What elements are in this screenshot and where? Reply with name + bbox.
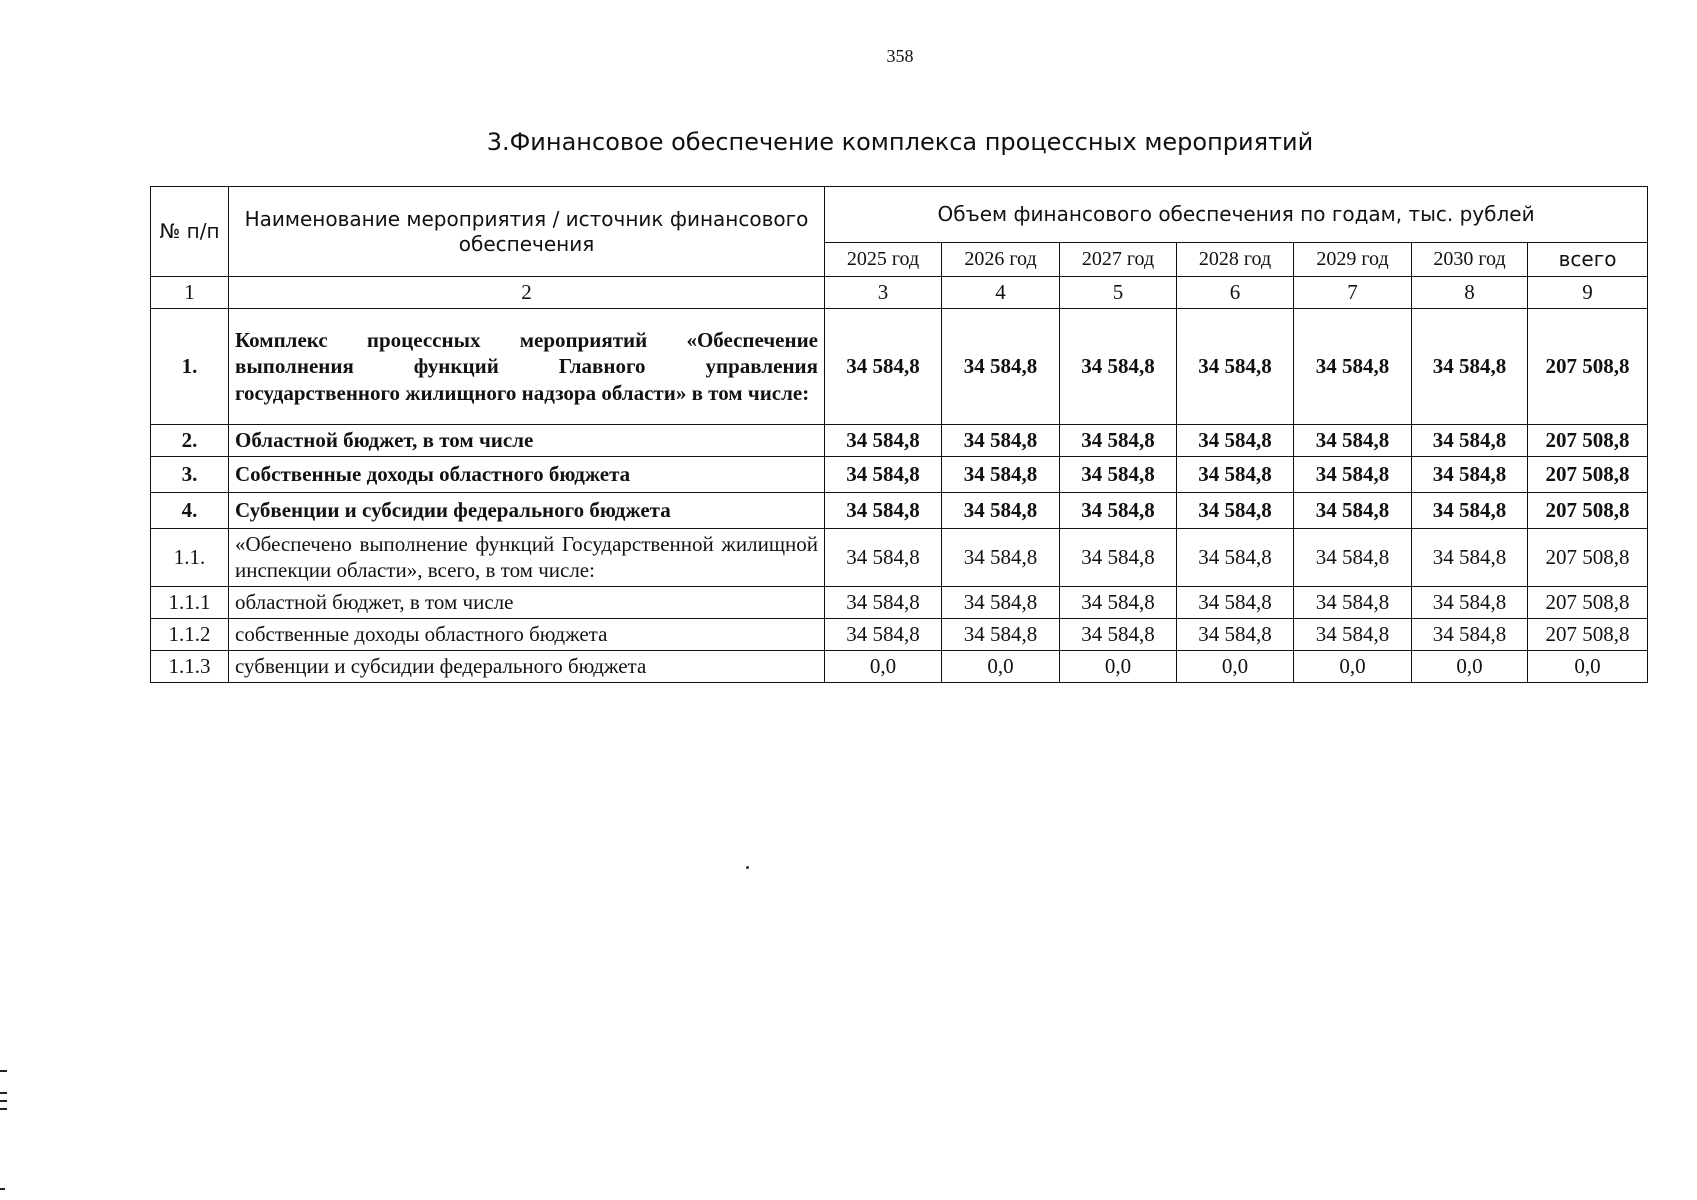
row-name: субвенции и субсидии федерального бюджета xyxy=(229,650,825,682)
row-name: собственные доходы областного бюджета xyxy=(229,618,825,650)
row-value: 34 584,8 xyxy=(1412,586,1528,618)
header-year: 2026 год xyxy=(942,243,1060,277)
row-value: 34 584,8 xyxy=(825,586,942,618)
row-value: 34 584,8 xyxy=(825,618,942,650)
row-name: Комплекс процессных мероприятий «Обеспечение выполнения функций Главного управления государственного жилищного надзора области» в том числе: xyxy=(229,309,825,425)
row-value: 34 584,8 xyxy=(1294,618,1412,650)
column-number: 6 xyxy=(1177,277,1294,309)
row-number: 3. xyxy=(151,457,229,493)
header-name-col: Наименование мероприятия / источник финансового обеспечения xyxy=(229,187,825,277)
row-value: 34 584,8 xyxy=(825,493,942,529)
header-year: 2029 год xyxy=(1294,243,1412,277)
row-value: 34 584,8 xyxy=(1177,618,1294,650)
column-number: 2 xyxy=(229,277,825,309)
row-value: 0,0 xyxy=(1412,650,1528,682)
row-value: 34 584,8 xyxy=(942,493,1060,529)
row-number: 1.1.2 xyxy=(151,618,229,650)
row-value: 34 584,8 xyxy=(942,618,1060,650)
row-total: 207 508,8 xyxy=(1528,618,1648,650)
column-number: 8 xyxy=(1412,277,1528,309)
column-number: 5 xyxy=(1060,277,1177,309)
row-value: 34 584,8 xyxy=(825,425,942,457)
table-row xyxy=(151,493,1648,529)
row-total: 207 508,8 xyxy=(1528,529,1648,587)
row-value: 34 584,8 xyxy=(825,529,942,587)
row-value: 34 584,8 xyxy=(1177,493,1294,529)
row-number: 1.1.1 xyxy=(151,586,229,618)
row-total: 207 508,8 xyxy=(1528,425,1648,457)
row-value: 34 584,8 xyxy=(1412,457,1528,493)
table-row xyxy=(151,586,1648,618)
row-number: 1.1. xyxy=(151,529,229,587)
row-value: 34 584,8 xyxy=(1294,309,1412,425)
section-title: 3.Финансовое обеспечение комплекса процессных мероприятий xyxy=(486,128,1314,156)
scan-artifact xyxy=(0,1070,7,1072)
row-value: 34 584,8 xyxy=(942,529,1060,587)
row-value: 34 584,8 xyxy=(942,425,1060,457)
row-total: 207 508,8 xyxy=(1528,586,1648,618)
scan-artifact xyxy=(0,1092,7,1094)
scan-artifact xyxy=(0,1100,7,1102)
row-value: 0,0 xyxy=(1060,650,1177,682)
row-value: 34 584,8 xyxy=(825,457,942,493)
row-number: 2. xyxy=(151,425,229,457)
row-name: Субвенции и субсидии федерального бюджета xyxy=(229,493,825,529)
row-number: 1.1.3 xyxy=(151,650,229,682)
row-value: 34 584,8 xyxy=(1060,457,1177,493)
header-num-col: № п/п xyxy=(151,187,229,277)
row-value: 34 584,8 xyxy=(1060,309,1177,425)
row-value: 34 584,8 xyxy=(1412,529,1528,587)
row-value: 0,0 xyxy=(1177,650,1294,682)
table-row xyxy=(151,529,1648,587)
row-value: 34 584,8 xyxy=(1177,586,1294,618)
row-value: 34 584,8 xyxy=(942,309,1060,425)
column-number: 7 xyxy=(1294,277,1412,309)
scan-artifact xyxy=(0,1108,7,1110)
row-value: 34 584,8 xyxy=(1294,529,1412,587)
header-year: 2027 год xyxy=(1060,243,1177,277)
row-value: 34 584,8 xyxy=(1412,425,1528,457)
row-value: 34 584,8 xyxy=(825,309,942,425)
row-value: 34 584,8 xyxy=(1060,425,1177,457)
header-year: 2030 год xyxy=(1412,243,1528,277)
header-year: 2028 год xyxy=(1177,243,1294,277)
scan-artifact xyxy=(0,1188,5,1190)
row-name: Областной бюджет, в том числе xyxy=(229,425,825,457)
scan-dot xyxy=(746,866,749,869)
row-value: 0,0 xyxy=(1294,650,1412,682)
table-row xyxy=(151,618,1648,650)
row-value: 34 584,8 xyxy=(1294,457,1412,493)
row-name: «Обеспечено выполнение функций Государственной жилищной инспекции области», всего, в том числе: xyxy=(229,529,825,587)
row-value: 34 584,8 xyxy=(1412,493,1528,529)
column-number: 3 xyxy=(825,277,942,309)
row-value: 34 584,8 xyxy=(1294,586,1412,618)
row-number: 1. xyxy=(151,309,229,425)
page-number: 358 xyxy=(886,46,914,66)
table-row xyxy=(151,425,1648,457)
row-value: 34 584,8 xyxy=(1412,309,1528,425)
row-total: 207 508,8 xyxy=(1528,493,1648,529)
row-name: Собственные доходы областного бюджета xyxy=(229,457,825,493)
column-number: 1 xyxy=(151,277,229,309)
table-row xyxy=(151,309,1648,425)
header-volume-col: Объем финансового обеспечения по годам, тыс. рублей xyxy=(825,187,1648,243)
header-total: всего xyxy=(1528,243,1648,277)
row-value: 34 584,8 xyxy=(1177,457,1294,493)
row-value: 34 584,8 xyxy=(1177,529,1294,587)
row-value: 34 584,8 xyxy=(1060,586,1177,618)
row-value: 34 584,8 xyxy=(1060,493,1177,529)
table-row xyxy=(151,457,1648,493)
row-total: 207 508,8 xyxy=(1528,309,1648,425)
row-value: 34 584,8 xyxy=(942,586,1060,618)
row-value: 34 584,8 xyxy=(1294,493,1412,529)
row-number: 4. xyxy=(151,493,229,529)
column-number: 9 xyxy=(1528,277,1648,309)
row-value: 34 584,8 xyxy=(1294,425,1412,457)
row-value: 34 584,8 xyxy=(1060,618,1177,650)
row-name: областной бюджет, в том числе xyxy=(229,586,825,618)
row-value: 0,0 xyxy=(825,650,942,682)
row-value: 34 584,8 xyxy=(1412,618,1528,650)
row-total: 0,0 xyxy=(1528,650,1648,682)
row-value: 34 584,8 xyxy=(942,457,1060,493)
row-total: 207 508,8 xyxy=(1528,457,1648,493)
row-value: 34 584,8 xyxy=(1177,425,1294,457)
financing-table xyxy=(150,186,1648,683)
header-year: 2025 год xyxy=(825,243,942,277)
row-value: 34 584,8 xyxy=(1177,309,1294,425)
row-value: 0,0 xyxy=(942,650,1060,682)
column-number: 4 xyxy=(942,277,1060,309)
row-value: 34 584,8 xyxy=(1060,529,1177,587)
table-row xyxy=(151,650,1648,682)
